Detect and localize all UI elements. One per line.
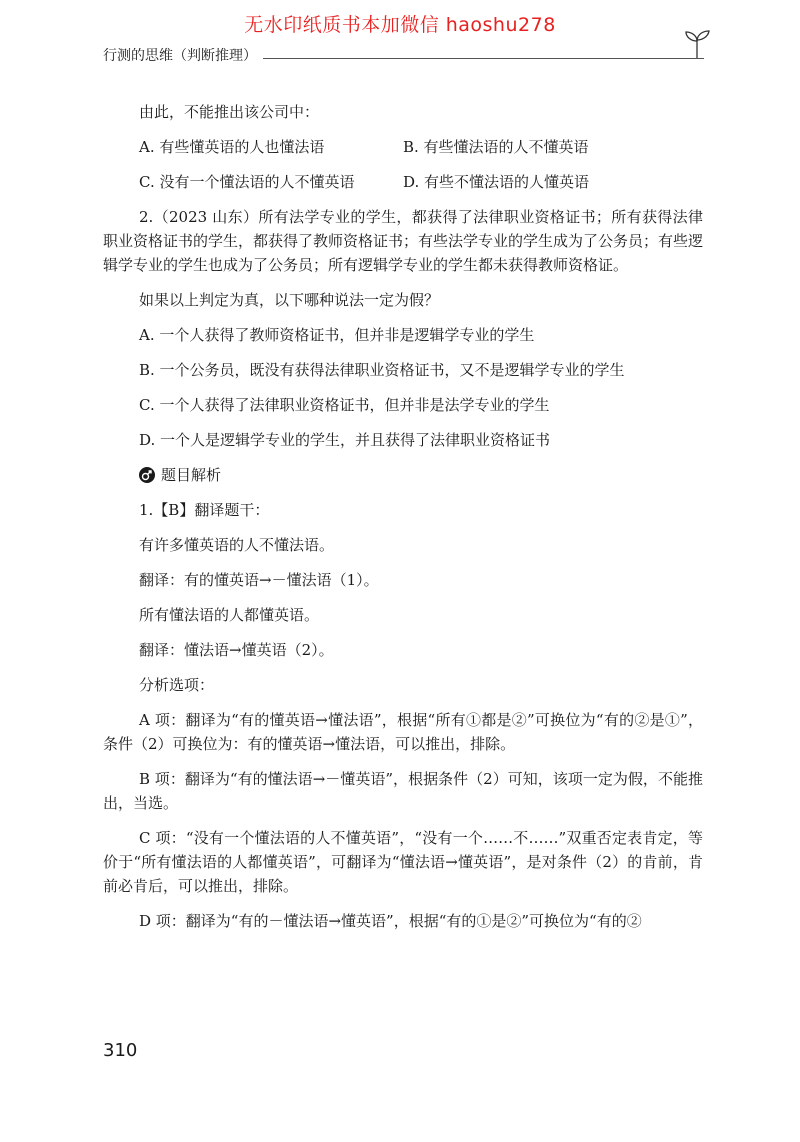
analysis-item-c: C 项：“没有一个懂法语的人不懂英语”，“没有一个……不……”双重否定表肯定，等价于“所有懂法语的人都懂英语”，可翻译为“懂法语→懂英语”，是对条件（2）的肯前，肯前必肯后，可以推出，排除。 xyxy=(103,829,703,895)
analysis-title: 题目解析 xyxy=(161,466,222,484)
q1-option-a: A. 有些懂英语的人也懂法语 xyxy=(139,138,325,156)
sprout-icon xyxy=(682,28,712,60)
analysis-line: 分析选项： xyxy=(139,676,215,694)
analysis-item-d: D 项：翻译为“有的－懂法语→懂英语”，根据“有的①是②”可换位为“有的② xyxy=(139,912,642,930)
q1-option-c: C. 没有一个懂法语的人不懂英语 xyxy=(139,173,355,191)
analysis-heading xyxy=(139,463,703,487)
q2-option-d: D. 一个人是逻辑学专业的学生，并且获得了法律职业资格证书 xyxy=(139,431,551,449)
page-number: 310 xyxy=(103,1040,138,1061)
q1-options-row-1 xyxy=(139,135,703,159)
running-title: 行测的思维（判断推理） xyxy=(103,48,257,64)
analysis-line: 翻译：懂法语→懂英语（2）。 xyxy=(139,641,334,659)
watermark-text: 无水印纸质书本加微信 haoshu278 xyxy=(244,14,556,36)
header-rule xyxy=(263,58,704,59)
analysis-badge-icon xyxy=(139,467,155,483)
analysis-line: 所有懂法语的人都懂英语。 xyxy=(139,606,320,624)
analysis-line: 1.【B】翻译题干： xyxy=(139,501,270,519)
q2-prompt: 如果以上判定为真，以下哪种说法一定为假？ xyxy=(139,291,440,309)
q1-option-d: D. 有些不懂法语的人懂英语 xyxy=(403,173,590,191)
analysis-line: 有许多懂英语的人不懂法语。 xyxy=(139,536,335,554)
q2-option-c: C. 一个人获得了法律职业资格证书，但并非是法学专业的学生 xyxy=(139,396,550,414)
q1-prompt: 由此，不能推出该公司中： xyxy=(139,103,320,121)
analysis-line: 翻译：有的懂英语→－懂法语（1）。 xyxy=(139,571,379,589)
q2-stem: 2.（2023 山东）所有法学专业的学生，都获得了法律职业资格证书；所有获得法律职业资格证书的学生，都获得了教师资格证书；有些法学专业的学生成为了公务员；有些逻辑学专业的学生也成为了公务员；所有逻辑学专业的学生都未获得教师资格证。 xyxy=(103,208,704,274)
running-head xyxy=(103,42,704,68)
q2-option-b: B. 一个公务员，既没有获得法律职业资格证书，又不是逻辑学专业的学生 xyxy=(139,361,625,379)
q1-option-b: B. 有些懂法语的人不懂英语 xyxy=(403,138,589,156)
q1-options-row-2 xyxy=(139,170,703,194)
analysis-item-a: A 项：翻译为“有的懂英语→懂法语”，根据“所有①都是②”可换位为“有的②是①”，条件（2）可换位为：有的懂英语→懂法语，可以推出，排除。 xyxy=(103,711,703,753)
analysis-item-b: B 项：翻译为“有的懂法语→－懂英语”，根据条件（2）可知，该项一定为假，不能推出，当选。 xyxy=(103,770,703,812)
page-content xyxy=(103,100,703,944)
q2-option-a: A. 一个人获得了教师资格证书，但并非是逻辑学专业的学生 xyxy=(139,326,535,344)
